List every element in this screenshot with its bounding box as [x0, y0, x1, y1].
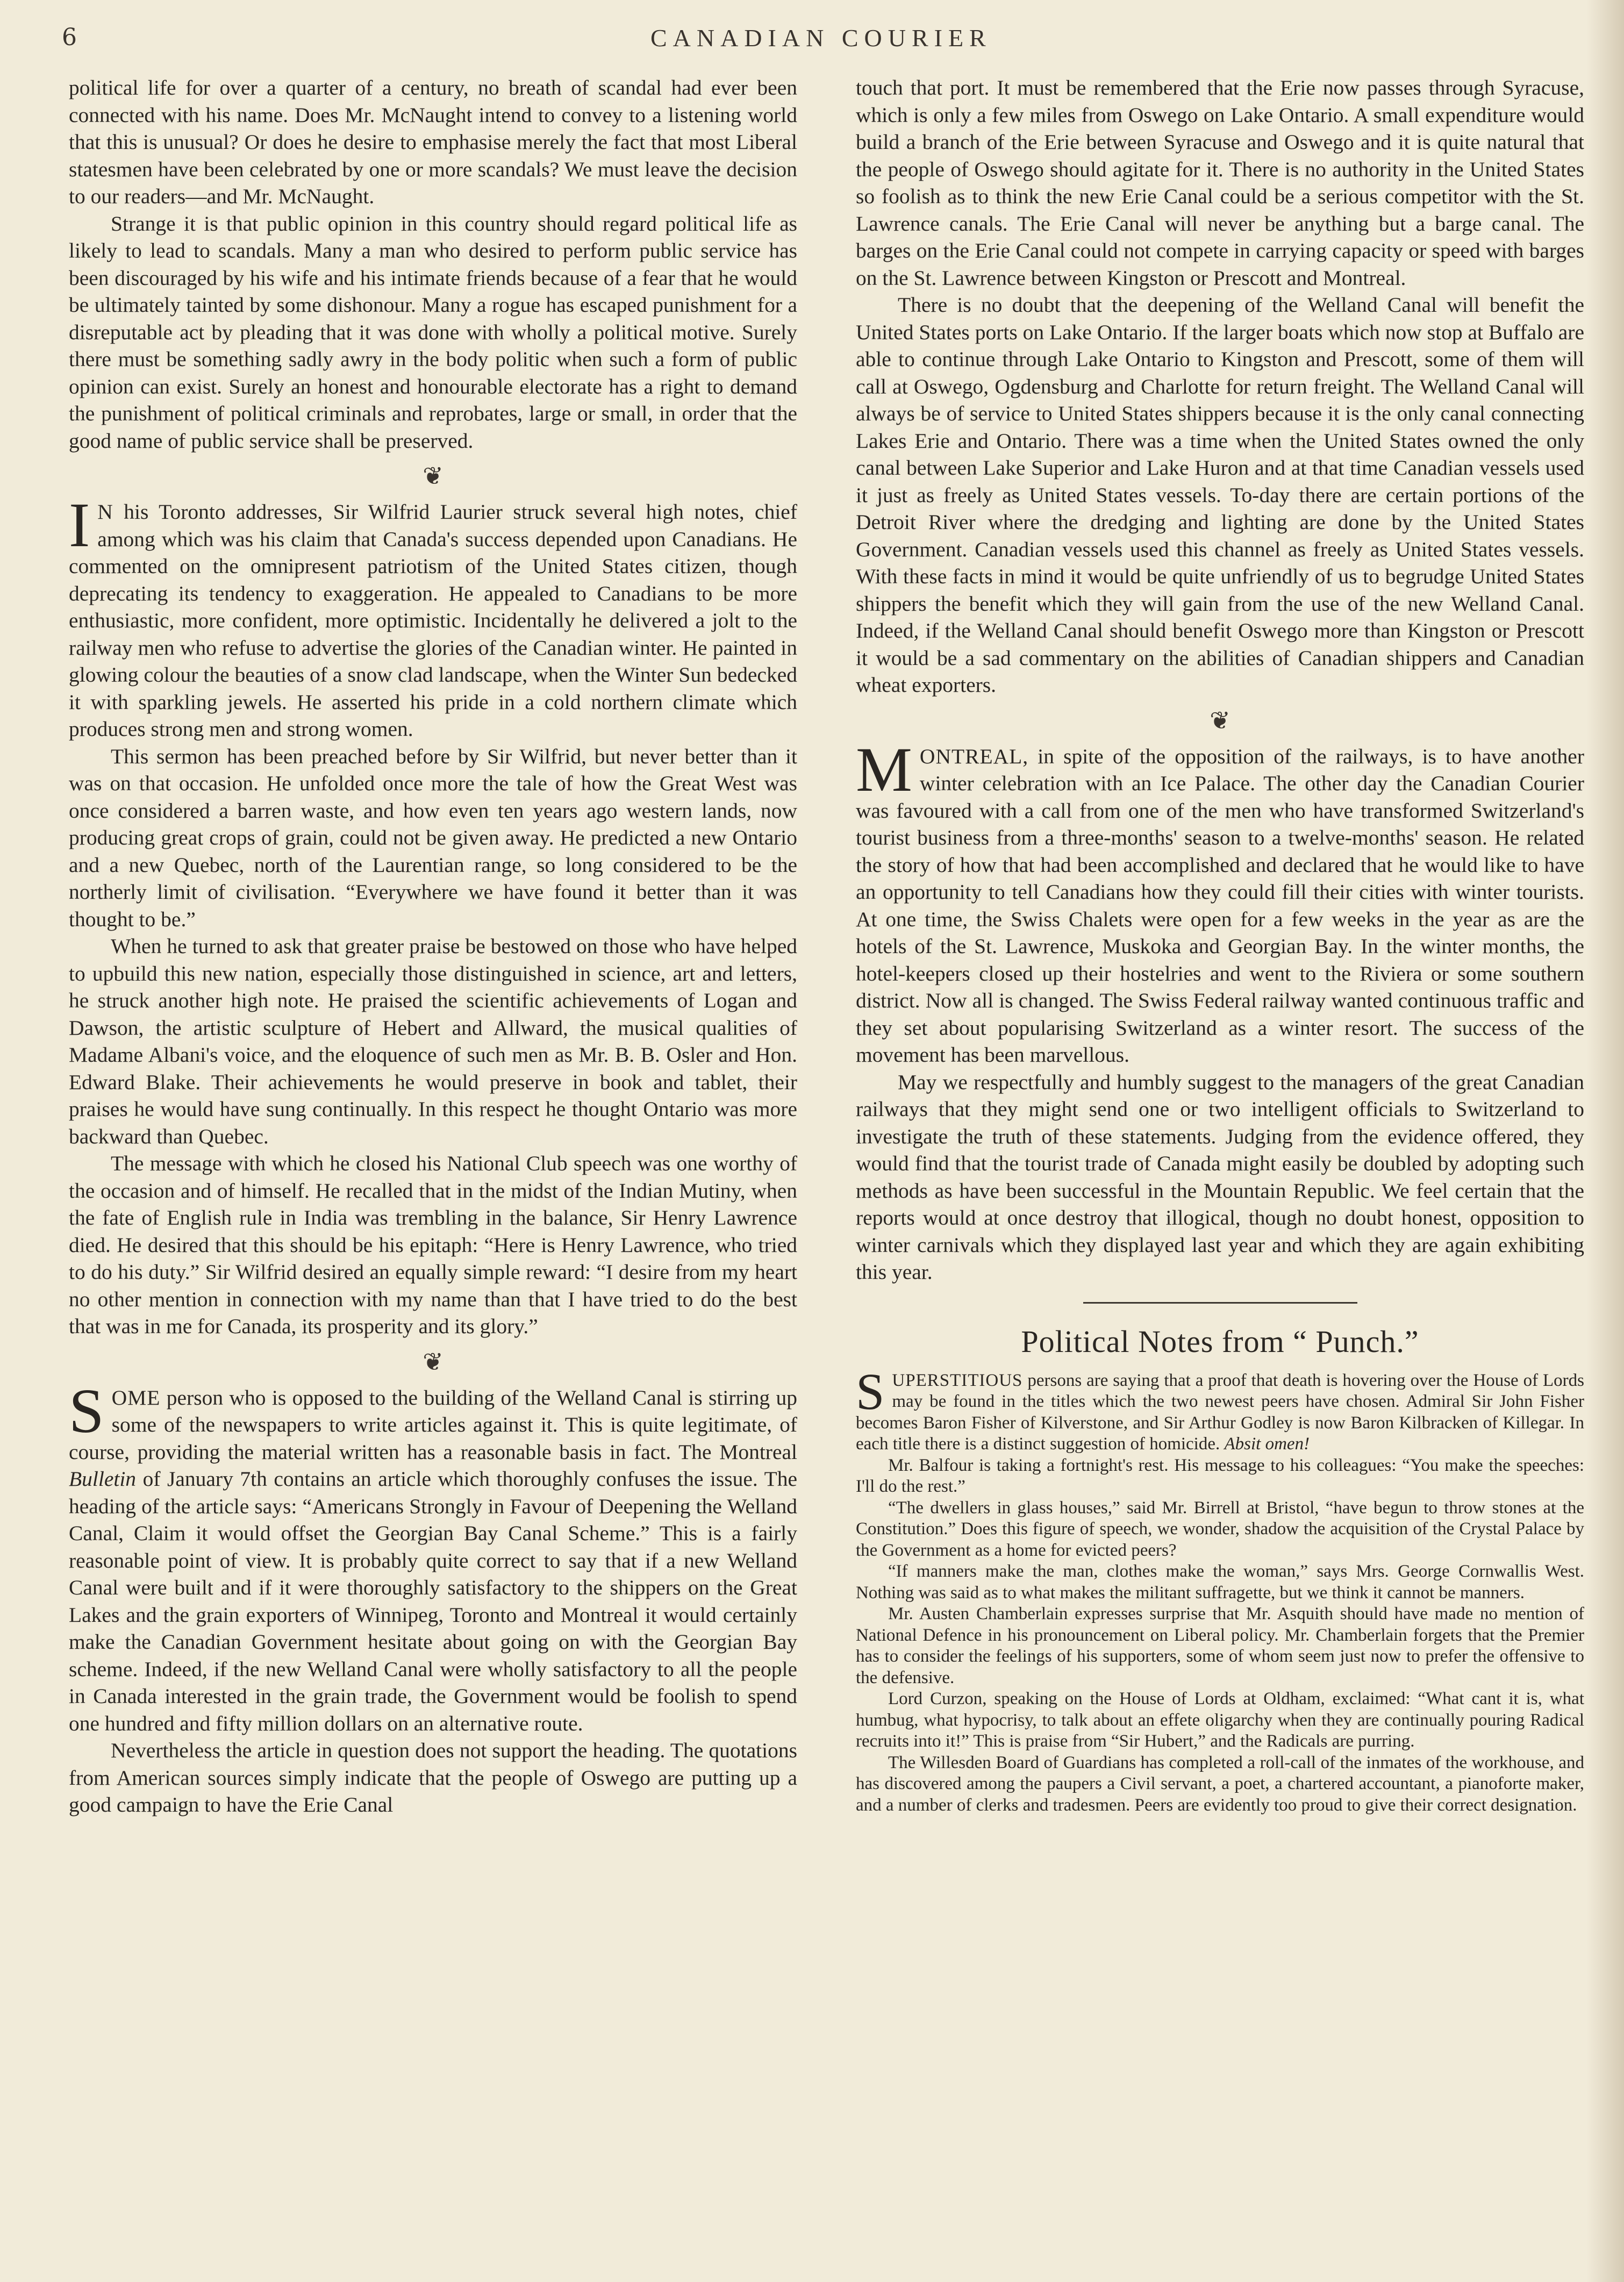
lead-in-caps: OME — [111, 1385, 161, 1410]
section-divider — [1083, 1302, 1357, 1304]
latin-phrase: Absit omen! — [1224, 1434, 1310, 1454]
drop-cap: S — [69, 1375, 104, 1446]
paragraph: The message with which he closed his National Club speech was one worthy of the occasion and of himself. He recalled that in the midst of the Indian Mutiny, when the fate of English rule in India was trembling in the balance, Sir Henry Lawrence died. He desired that this should be his epitaph: “Here is Henry Lawrence, who tried to do his duty.” Sir Wilfrid desired an equally simple reward: “I desire from my heart no other mention in connection with my name than that I have tried to do the best that was in me for Canada, its prosperity and its glory.” — [69, 1151, 797, 1338]
lead-in-caps: N — [97, 500, 113, 524]
paragraph: political life for over a quarter of a century, no breath of scandal had ever been connected with his name. Does Mr. McNaught intend to convey to a listening world that this is unusual? Or does he desire to emphasise merely the fact that most Liberal statesmen have been celebrated by one or more scandals? We must leave the decision to our readers—and Mr. McNaught. — [69, 76, 797, 208]
drop-cap: S — [856, 1362, 885, 1420]
paragraph-text: of January 7th contains an article which thoroughly confuses the issue. The heading of the article says: “Americans Strongly in Favour of Deepening the Welland Canal, Claim it would offset the Georgian Bay Canal Scheme.” This is a fairly reasonable point of view. It is probably quite correct to say that if a new Welland Canal were built and if it were thoroughly satisfactory to the shippers on the Great Lakes and the grain exporters of Winnipeg, Toronto and Montreal it would certainly make the Canadian Government hesitate about going on with the Georgian Bay scheme. Indeed, if the new Welland Canal were wholly satisfactory to all the people in Canada interested in the grain trade, the Government would be foolish to spend one hundred and fifty million dollars on an alternative route. — [69, 1467, 797, 1735]
paragraph — [69, 1375, 797, 1737]
paragraph: Strange it is that public opinion in this country should regard political life as likely to lead to scandals. Many a man who desired to perform public service has been discouraged by his wife and his intimate friends because of a fear that he would be ultimately tainted by some dishonour. Many a rogue has escaped punishment for a disreputable act by pleading that it was done with wholly a political motive. Surely there must be something sadly awry in the body politic when such a form of public opinion can exist. Surely an honest and honourable electorate has a right to demand the punishment of political criminals and reprobates, large or small, in order that the good name of public service shall be preserved. — [69, 211, 797, 453]
ornament-icon: ❦ — [423, 462, 443, 490]
paragraph-text: in spite of the opposition of the railways, is to have another winter celebration with an Ice Palace. The other day the Canadian Courier was favoured with a call from one of the men who have transformed Switzerland's tourist business from a three-months' season to a twelve-months' season. He related the story of how that had been accomplished and declared that he would like to have an opportunity to tell Canadians how they could fill their cities with winter tourists. At one time, the Swiss Chalets were open for a few weeks in the year as are the hotels of the St. Lawrence, Muskoka and Georgian Bay. In the winter months, the hotel-keepers closed up their hostelries and went to the Riviera or some southern district. Now all is changed. The Swiss Federal railway wanted continuous traffic and they set about popularising Switzerland as a winter resort. The success of the movement has been marvellous. — [856, 744, 1584, 1067]
note: “If manners make the man, clothes make the woman,” says Mrs. George Cornwallis West. Nothing was said as to what makes the militant suffragette, but we think it cannot be manners. — [856, 1562, 1584, 1603]
drop-cap: M — [856, 734, 912, 805]
left-column — [69, 74, 797, 1819]
paragraph-text: person who is opposed to the building of the Welland Canal is stirring up some of the newspapers to write articles against it. This is quite legitimate, of course, providing the material written has a reasonable basis in fact. The Montreal — [69, 1385, 797, 1464]
note: Mr. Balfour is taking a fortnight's rest. His message to his colleagues: “You make the speeches: I'll do the rest.” — [856, 1455, 1584, 1496]
paragraph-text: his Toronto addresses, Sir Wilfrid Laurier struck several high notes, chief among which was his claim that Canada's success depended upon Canadians. He commented on the omnipresent patriotism of the United States citizen, though deprecating its tendency to exaggeration. He appealed to Canadians to be more enthusiastic, more confident, more optimistic. Incidentally he delivered a jolt to the railway men who refuse to advertise the glories of the Canadian winter. He painted in glowing colour the beauties of a snow clad landscape, when the Winter Sun bedecked it with sparkling jewels. He asserted his pride in a cold northern climate which produces strong men and strong women. — [69, 500, 797, 741]
paragraph: When he turned to ask that greater praise be bestowed on those who have helped to upbuild this new nation, especially those distinguished in science, art and letters, he struck another high note. He praised the scientific achievements of Logan and Dawson, the artistic sculpture of Hebert and Allward, the musical qualities of Madame Albani's voice, and the eloquence of such men as Mr. B. B. Osler and Hon. Edward Blake. Their achievements he would preserve in book and tablet, their praises he would have sung continually. In this respect he thought Ontario was more backward than Quebec. — [69, 934, 797, 1148]
paragraph: May we respectfully and humbly suggest to the managers of the great Canadian railways that they might send one or two intelligent officials to Switzerland to investigate the truth of these statements. Judging from the evidence offered, they would find that the tourist trade of Canada might easily be doubled by adopting such methods as have been successful in the Mountain Republic. We feel certain that the reports would at once destroy that illogical, though no doubt honest, opposition to winter carnivals which they displayed last year and which they are again exhibiting this year. — [856, 1070, 1584, 1284]
paragraph: This sermon has been preached before by Sir Wilfrid, but never better than it was on that occasion. He unfolded once more the tale of how the Great West was once considered a barren waste, and how even ten years ago western lands, now producing great crops of grain, could not be given away. He predicted a new Ontario and a new Quebec, north of the Laurentian range, so long considered to be the northerly limit of civilisation. “Everywhere we have found it better than it was thought to be.” — [69, 744, 797, 931]
lead-in-caps: ONTREAL, — [919, 744, 1029, 768]
note-text: persons are saying that a proof that death is hovering over the House of Lords may be found in the titles which the two newest peers have chosen. Admiral Sir John Fisher becomes Baron Fisher of Kilverstone, and Sir Arthur Godley is now Baron Kilbracken of Killegar. In each title there is a distinct suggestion of homicide. — [856, 1370, 1584, 1454]
paragraph — [69, 490, 797, 743]
note — [856, 1362, 1584, 1455]
ornament-icon: ❦ — [1210, 706, 1230, 734]
paragraph — [856, 734, 1584, 1069]
drop-cap: I — [69, 490, 90, 560]
note: The Willesden Board of Guardians has completed a roll-call of the inmates of the workhouse, and has discovered among the paupers a Civil servant, a poet, a chartered accountant, a pianoforte maker, and a number of clerks and tradesmen. Peers are evidently too proud to give their correct designation. — [856, 1752, 1584, 1815]
paragraph: Nevertheless the article in question does not support the heading. The quotations from American sources simply indicate that the people of Oswego are putting up a good campaign to have the Erie Canal — [69, 1739, 797, 1816]
note: Lord Curzon, speaking on the House of Lords at Oldham, exclaimed: “What cant it is, what humbug, what hypocrisy, to talk about an effete oligarchy when they are continually pouring Radical recruits into it!” This is praise from “Sir Hubert,” and the Radicals are purring. — [856, 1689, 1584, 1751]
page-gutter-shadow — [1586, 0, 1624, 2282]
section-title: Political Notes from “ Punch.” — [1021, 1324, 1419, 1359]
publication-name: Bulletin — [69, 1467, 137, 1491]
note: “The dwellers in glass houses,” said Mr. Birrell at Bristol, “have begun to throw stones at the Constitution.” Does this figure of speech, we wonder, shadow the acquisition of the Crystal Palace by the Government as a home for evicted peers? — [856, 1498, 1584, 1560]
page-number: 6 — [62, 24, 77, 51]
paragraph: There is no doubt that the deepening of the Welland Canal will benefit the United States ports on Lake Ontario. If the larger boats which now stop at Buffalo are able to continue through Lake Ontario to Kingston and Prescott, some of them will call at Oswego, Ogdensburg and Charlotte for return freight. The Welland Canal will always be of service to United States shippers because it is the only canal connecting Lakes Erie and Ontario. There was a time when the United States owned the only canal between Lake Superior and Lake Huron and at that time Canadian vessels used it just as freely as United States vessels. To-day there are certain portions of the Detroit River where the dredging and lighting are done by the United States Government. Canadian vessels used this channel as freely as United States vessels. With these facts in mind it would be quite unfriendly of us to begrudge United States shippers the benefit which they will gain from the use of the new Welland Canal. Indeed, if the Welland Canal should benefit Oswego more than Kingston or Prescott it would be a sad commentary on the abilities of Canadian shippers and Canadian wheat exporters. — [856, 293, 1584, 697]
right-column — [856, 74, 1584, 1816]
paragraph: touch that port. It must be remembered that the Erie now passes through Syracuse, which is only a few miles from Oswego on Lake Ontario. A small expenditure would build a branch of the Erie between Syracuse and Oswego and it is quite natural that the people of Oswego should agitate for it. There is no authority in the United States so foolish as to think the new Erie Canal could be a serious competitor with the St. Lawrence canals. The Erie Canal will never be anything but a barge canal. The barges on the Erie Canal could not compete in carrying capacity or speed with barges on the St. Lawrence between Kingston or Prescott and Montreal. — [856, 76, 1584, 290]
ornament-icon: ❦ — [423, 1348, 443, 1376]
lead-in-caps: UPERSTITIOUS — [892, 1370, 1023, 1390]
punch-notes — [856, 1362, 1584, 1816]
note: Mr. Austen Chamberlain expresses surprise that Mr. Asquith should have made no mention of National Defence in his pronouncement on Liberal policy. Mr. Chamberlain forgets that the Premier has to consider the feelings of his supporters, some of whom seem just now to prefer the offensive to the defensive. — [856, 1604, 1584, 1687]
masthead: CANADIAN COURIER — [650, 24, 992, 52]
